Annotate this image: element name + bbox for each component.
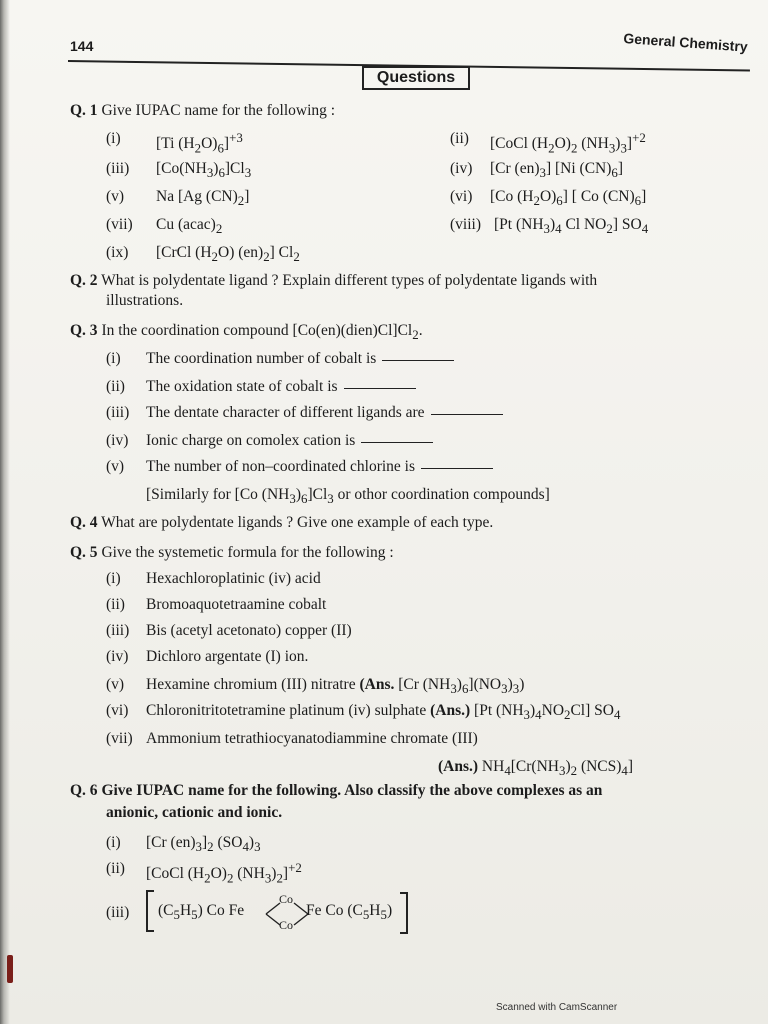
q3-item-number: (i)	[106, 350, 121, 367]
q3-item	[146, 378, 416, 396]
q3-item-number: (iv)	[106, 432, 129, 449]
answer-label: (Ans.)	[430, 702, 471, 719]
q6-item-number: (i)	[106, 834, 121, 851]
q5-item-text: Ammonium tetrathiocyanatodiammine chromate (III)	[146, 730, 478, 747]
q5-item-text: Chloronitritotetramine platinum (iv) sulphate (Ans.) [Pt $(NH_3)_4NO_2Cl$] $SO_4$	[146, 702, 621, 723]
q4-label: Q. 4	[70, 514, 98, 531]
q3-note: [Similarly for [Co $(NH_3)_6]Cl_3$ or othor coordination compounds]	[146, 486, 550, 507]
q5-item-text: Dichloro argentate (I) ion.	[146, 648, 309, 665]
formula-right: Fe Co $(C_5H_5)$	[306, 902, 393, 923]
q5-item-number: (ii)	[106, 596, 125, 613]
formula-left: $(C_5H_5)$ Co Fe	[158, 902, 245, 923]
q6-text: Give IUPAC name for the following. Also classify the above complexes as an	[101, 782, 603, 799]
q3-label: Q. 3	[70, 322, 98, 339]
q3-item-text: Ionic charge on comolex cation is	[146, 432, 356, 449]
q6-heading	[70, 782, 602, 800]
page-edge-shadow	[0, 0, 10, 1024]
q5-item-number: (vii)	[106, 730, 133, 747]
q1-item-text: [CoCl $(H_2O)_2$ $(NH_3)_3]^{+2}$	[490, 130, 646, 156]
left-bracket	[146, 890, 154, 932]
q1-item-number: (ix)	[106, 244, 129, 261]
q6-item-text: [Cr $(en)_3]_2$ $(SO_4)_3$	[146, 834, 261, 855]
q1-text: Give IUPAC name for the following :	[101, 102, 336, 119]
q1-item-number: (ii)	[450, 130, 469, 147]
q4-text: What are polydentate ligands ? Give one example of each type.	[101, 514, 494, 531]
answer-label: (Ans.)	[438, 758, 479, 775]
q1-item-text: Cu $(acac)_2$	[156, 216, 223, 237]
q3-heading: Q. 3 In the coordination compound $[Co(en)(dien)Cl]Cl_2$.	[70, 322, 423, 343]
q1-item-number: (iv)	[450, 160, 473, 177]
q5-item-name: Hexamine chromium (III) nitratre	[146, 676, 356, 693]
bridged-complex-formula	[146, 890, 416, 934]
q1-item-text: [Co $(H_2O)_6$] [ Co $(CN)_6$]	[490, 188, 647, 209]
page-margin-mark	[7, 955, 13, 983]
q5-item-name: Chloronitritotetramine platinum (iv) sulphate	[146, 702, 427, 719]
q6-label: Q. 6	[70, 782, 98, 799]
q5-heading	[70, 544, 394, 562]
q5-item-text: Bromoaquotetraamine cobalt	[146, 596, 327, 613]
q5-label: Q. 5	[70, 544, 98, 561]
answer-blank	[421, 468, 493, 469]
q1-item-number: (viii)	[450, 216, 481, 233]
q1-item-text: $[Co(NH_3)_6]Cl_3$	[156, 160, 252, 181]
q3-item-text: The oxidation state of cobalt is	[146, 378, 338, 395]
q3-item	[146, 458, 493, 476]
right-bracket	[400, 892, 408, 934]
q1-label: Q. 1	[70, 102, 98, 119]
q5-item-number: (iii)	[106, 622, 130, 639]
q6-text-cont: anionic, cationic and ionic.	[106, 804, 283, 821]
q4-heading	[70, 514, 493, 532]
answer-blank	[382, 360, 454, 361]
q5-item-number: (vi)	[106, 702, 129, 719]
book-title: General Chemistry	[622, 30, 749, 55]
q2-heading	[70, 272, 597, 290]
q3-item-number: (iii)	[106, 404, 130, 421]
q2-text: What is polydentate ligand ? Explain different types of polydentate ligands with	[101, 272, 598, 289]
q3-item-text: The number of non–coordinated chlorine is	[146, 458, 416, 475]
page-number: 144	[70, 38, 94, 54]
q1-item-text: [CrCl $(H_2O)$ $(en)_2$] $Cl_2$	[156, 244, 300, 265]
q5-item-number: (i)	[106, 570, 121, 587]
answer-label: (Ans.	[359, 676, 395, 693]
q3-item-text: The dentate character of different ligands are	[146, 404, 425, 421]
bridge-bottom: Co	[279, 918, 294, 932]
item-number: (i)	[106, 130, 121, 147]
q1-item-text: Na [Ag $(CN)_2$]	[156, 188, 250, 209]
section-title: Questions	[362, 66, 470, 90]
q1-item-number: (iii)	[106, 160, 130, 177]
q2-text-cont: illustrations.	[106, 292, 184, 309]
scanner-watermark: Scanned with CamScanner	[496, 1002, 618, 1013]
q3-item	[146, 404, 503, 422]
q1-item-number: (vi)	[450, 188, 473, 205]
q5-text: Give the systemetic formula for the following :	[101, 544, 394, 561]
q5-answer-vii: (Ans.) $NH_4[Cr(NH_3)_2$ $(NCS)_4$]	[438, 758, 634, 779]
q6-item-number: (ii)	[106, 860, 125, 877]
q5-item-number: (v)	[106, 676, 125, 693]
bridge-top: Co	[279, 892, 294, 906]
answer-blank	[344, 388, 416, 389]
q1-item-text: [Cr $(en)_3$] [Ni $(CN)_6$]	[490, 160, 624, 181]
q3-item	[146, 432, 433, 450]
q6-item-text: [CoCl $(H_2O)_2$ $(NH_3)_2]^{+2}$	[146, 860, 302, 886]
q6-item-number: (iii)	[106, 904, 130, 921]
q1-item-text: [Pt $(NH_3)_4$ Cl $NO_2$] $SO_4$	[494, 216, 649, 237]
q3-item-number: (ii)	[106, 378, 125, 395]
q3-item	[146, 350, 454, 368]
q1-item-text: [Ti $(H_2O)_6]^{+3}$	[156, 130, 243, 156]
answer-blank	[361, 442, 433, 443]
q1-item	[106, 130, 121, 148]
q1-heading	[70, 102, 335, 120]
answer-blank	[431, 414, 503, 415]
q1-item-number: (vii)	[106, 216, 133, 233]
q2-label: Q. 2	[70, 272, 98, 289]
q5-item-number: (iv)	[106, 648, 129, 665]
q5-item-text: Hexachloroplatinic (iv) acid	[146, 570, 321, 587]
q5-item-text: Hexamine chromium (III) nitratre (Ans. [Cr $(NH_3)_6](NO_3)_3$)	[146, 676, 525, 697]
q3-item-number: (v)	[106, 458, 125, 475]
q5-item-text: Bis (acetyl acetonato) copper (II)	[146, 622, 352, 639]
q1-item-number: (v)	[106, 188, 125, 205]
q3-item-text: The coordination number of cobalt is	[146, 350, 377, 367]
